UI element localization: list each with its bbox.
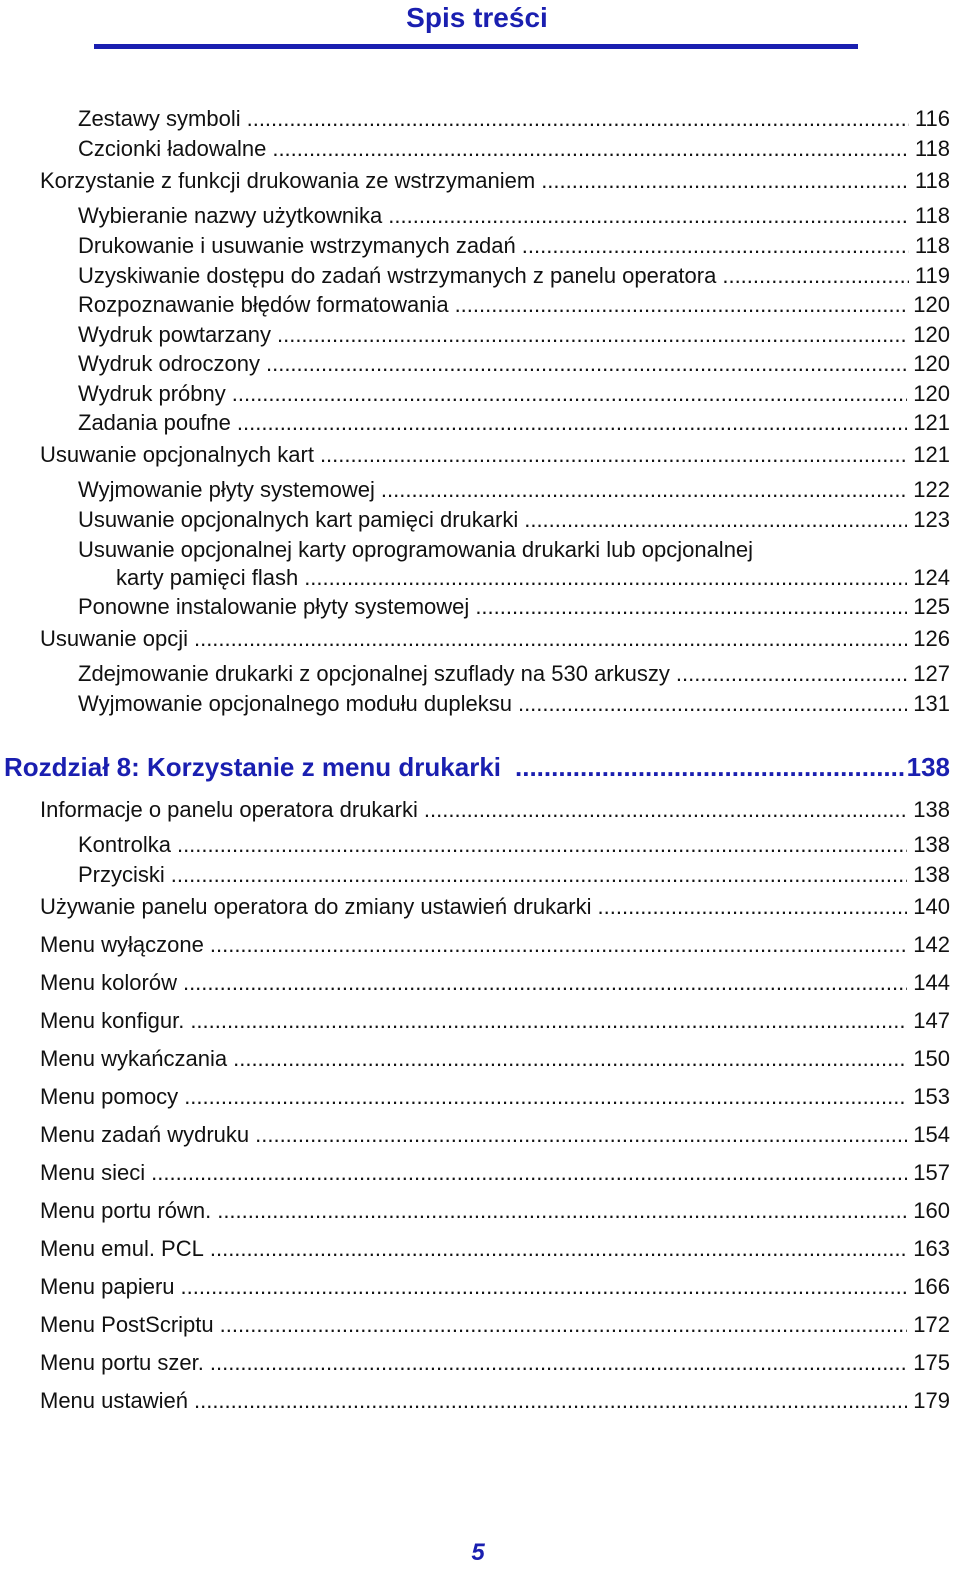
toc-entry[interactable] — [78, 830, 950, 860]
toc-entry-page: 138 — [913, 862, 950, 887]
toc-entry-label: Wydruk powtarzany — [78, 322, 271, 347]
toc-entry-page: 126 — [913, 626, 950, 651]
toc-entry-page: 120 — [913, 322, 950, 347]
toc-entry-page: 127 — [913, 661, 950, 686]
toc-entry-page: 150 — [913, 1046, 950, 1071]
toc-entry-label: Wydruk odroczony — [78, 351, 260, 376]
toc-entry-page: 118 — [914, 203, 950, 228]
toc-entry-page: 120 — [913, 381, 950, 406]
dot-leader — [210, 930, 907, 960]
toc-entry-page: 142 — [913, 932, 950, 957]
dot-leader — [237, 408, 907, 438]
toc-entry-label: Zestawy symboli — [78, 106, 241, 131]
toc-entry[interactable] — [40, 930, 950, 960]
toc-entry-page: 163 — [913, 1236, 950, 1261]
toc-entry[interactable] — [78, 261, 950, 291]
toc-entry-label: Menu PostScriptu — [40, 1312, 214, 1337]
toc-entry-label: Zdejmowanie drukarki z opcjonalnej szuflady na 530 arkuszy — [78, 661, 670, 686]
dot-leader — [194, 1386, 907, 1416]
toc-entry-page: 154 — [913, 1122, 950, 1147]
toc-entry-label: Drukowanie i usuwanie wstrzymanych zadań — [78, 233, 516, 258]
dot-leader — [210, 1234, 907, 1264]
toc-entry-label: Menu papieru — [40, 1274, 175, 1299]
dot-leader — [232, 379, 908, 409]
dot-leader — [220, 1310, 908, 1340]
toc-entry[interactable] — [40, 1044, 950, 1074]
toc-entry-label: Usuwanie opcjonalnych kart — [40, 442, 314, 467]
dot-leader — [381, 475, 907, 505]
toc-chapter-heading[interactable] — [4, 750, 950, 784]
toc-entry-label: Wyjmowanie płyty systemowej — [78, 477, 375, 502]
toc-entry-label: Czcionki ładowalne — [78, 136, 267, 161]
toc-entry-page: 121 — [913, 442, 950, 467]
dot-leader — [272, 134, 909, 164]
toc-entry-label: Przyciski — [78, 862, 165, 887]
page-number: 5 — [471, 1539, 485, 1566]
toc-entry[interactable] — [40, 1348, 950, 1378]
toc-entry-label: Menu pomocy — [40, 1084, 179, 1109]
toc-entry[interactable] — [78, 201, 950, 231]
toc-entry-page: 120 — [913, 292, 950, 317]
toc-entry[interactable] — [40, 1082, 950, 1112]
toc-entry[interactable] — [78, 290, 950, 320]
dot-leader — [722, 261, 909, 291]
toc-entry[interactable] — [40, 1006, 950, 1036]
dot-leader — [522, 231, 909, 261]
dot-leader — [266, 349, 907, 379]
dot-leader — [184, 1082, 907, 1112]
toc-entry[interactable] — [78, 860, 950, 890]
toc-entry-page: 121 — [913, 410, 950, 435]
toc-entry[interactable] — [78, 320, 950, 350]
toc-entry[interactable] — [40, 1196, 950, 1226]
toc-entry-label: Ponowne instalowanie płyty systemowej — [78, 594, 470, 619]
page-title: Spis treści — [406, 2, 548, 33]
toc-entry[interactable] — [78, 379, 950, 409]
dot-leader — [217, 1196, 907, 1226]
dot-leader — [247, 104, 909, 134]
dot-leader — [518, 689, 907, 719]
toc-entry-label: Wybieranie nazwy użytkownika — [78, 203, 383, 228]
toc-entry-page: 138 — [913, 797, 950, 822]
toc-entry[interactable] — [40, 1310, 950, 1340]
toc-entry[interactable] — [40, 968, 950, 998]
toc-entry-label: Menu konfigur. — [40, 1008, 185, 1033]
toc-entry[interactable] — [78, 505, 950, 535]
dot-leader — [676, 659, 907, 689]
toc-entry-page: 179 — [913, 1388, 950, 1413]
toc-entry-label: karty pamięci flash — [116, 565, 299, 590]
toc-entry[interactable] — [40, 1158, 950, 1188]
toc-entry-page: 166 — [913, 1274, 950, 1299]
toc-entry-label: Usuwanie opcjonalnych kart pamięci drukarki — [78, 507, 519, 532]
toc-entry-label: Informacje o panelu operatora drukarki — [40, 797, 418, 822]
toc-entry-label-line1[interactable]: Usuwanie opcjonalnej karty oprogramowania drukarki lub opcjonalnej — [78, 537, 754, 562]
toc-entry[interactable] — [78, 592, 950, 622]
dot-leader — [210, 1348, 907, 1378]
dot-leader — [277, 320, 907, 350]
toc-entry-label: Usuwanie opcji — [40, 626, 188, 651]
dot-leader — [177, 830, 907, 860]
dot-leader — [524, 505, 907, 535]
toc-entry[interactable] — [40, 1234, 950, 1264]
toc-entry[interactable] — [78, 408, 950, 438]
dot-leader — [181, 1272, 908, 1302]
toc-entry[interactable] — [40, 892, 950, 922]
toc-entry-page: 122 — [913, 477, 950, 502]
dot-leader — [255, 1120, 907, 1150]
dot-leader — [320, 440, 907, 470]
toc-entry-label: Wydruk próbny — [78, 381, 226, 406]
toc-entry-label: Menu portu równ. — [40, 1198, 212, 1223]
toc-entry-page: 120 — [913, 351, 950, 376]
toc-entry-label: Menu portu szer. — [40, 1350, 204, 1375]
toc-entry-label: Menu ustawień — [40, 1388, 188, 1413]
dot-leader — [388, 201, 909, 231]
toc-entry-label: Menu zadań wydruku — [40, 1122, 250, 1147]
toc-entry[interactable] — [78, 231, 950, 261]
toc-entry-page: 157 — [913, 1160, 950, 1185]
toc-entry[interactable] — [40, 440, 950, 470]
toc-entry-page: 144 — [913, 970, 950, 995]
toc-entry[interactable] — [78, 104, 950, 134]
toc-entry-label: Rozpoznawanie błędów formatowania — [78, 292, 449, 317]
toc-entry-label: Korzystanie z funkcji drukowania ze wstrzymaniem — [40, 168, 536, 193]
dot-leader — [304, 563, 907, 593]
toc-entry[interactable] — [40, 624, 950, 654]
toc-chapter-label: Rozdział 8: Korzystanie z menu drukarki — [4, 752, 502, 782]
toc-entry-page: 153 — [913, 1084, 950, 1109]
toc-entry-page: 118 — [914, 136, 950, 161]
toc-entry[interactable] — [40, 1386, 950, 1416]
dot-leader — [455, 290, 908, 320]
dot-leader — [190, 1006, 907, 1036]
toc-entry-page: 125 — [913, 594, 950, 619]
toc-entry-page: 131 — [913, 691, 950, 716]
toc-entry-page: 147 — [913, 1008, 950, 1033]
toc-entry-page: 118 — [914, 168, 950, 193]
toc-entry-label: Wyjmowanie opcjonalnego modułu dupleksu — [78, 691, 512, 716]
toc-entry-page: 138 — [913, 832, 950, 857]
dot-leader — [598, 892, 908, 922]
toc-entry[interactable] — [78, 659, 950, 689]
dot-leader — [183, 968, 907, 998]
toc-entry-page: 118 — [914, 233, 950, 258]
toc-entry-label: Menu wyłączone — [40, 932, 204, 957]
dot-leader — [515, 750, 905, 786]
toc-entry-page: 124 — [913, 565, 950, 590]
toc-entry[interactable] — [40, 1272, 950, 1302]
toc-entry-page: 175 — [913, 1350, 950, 1375]
toc-entry-page: 140 — [913, 894, 950, 919]
toc-entry-label: Menu sieci — [40, 1160, 146, 1185]
toc-entry-label: Używanie panelu operatora do zmiany ustawień drukarki — [40, 894, 592, 919]
toc-entry-page: 119 — [914, 263, 950, 288]
dot-leader — [475, 592, 907, 622]
toc-entry-label: Menu wykańczania — [40, 1046, 228, 1071]
toc-entry-label: Zadania poufne — [78, 410, 231, 435]
toc-entry[interactable] — [78, 134, 950, 164]
toc-entry[interactable] — [78, 475, 950, 505]
toc-entry[interactable] — [116, 563, 950, 593]
toc-entry[interactable] — [78, 689, 950, 719]
toc-entry-label: Menu emul. PCL — [40, 1236, 204, 1261]
toc-entry-page: 116 — [914, 106, 950, 131]
dot-leader — [194, 624, 907, 654]
dot-leader — [151, 1158, 907, 1188]
toc-entry-label: Uzyskiwanie dostępu do zadań wstrzymanych z panelu operatora — [78, 263, 717, 288]
dot-leader — [541, 166, 909, 196]
toc-entry[interactable] — [40, 1120, 950, 1150]
toc-entry-page: 123 — [913, 507, 950, 532]
toc-entry-label: Kontrolka — [78, 832, 171, 857]
toc-entry[interactable] — [40, 166, 950, 196]
toc-chapter-page: 138 — [906, 752, 950, 782]
toc-entry[interactable] — [78, 349, 950, 379]
toc-entry-page: 172 — [913, 1312, 950, 1337]
dot-leader — [171, 860, 908, 890]
toc-entry-page: 160 — [913, 1198, 950, 1223]
toc-entry-label: Menu kolorów — [40, 970, 177, 995]
dot-leader — [424, 795, 907, 825]
dot-leader — [233, 1044, 907, 1074]
toc-entry[interactable] — [40, 795, 950, 825]
